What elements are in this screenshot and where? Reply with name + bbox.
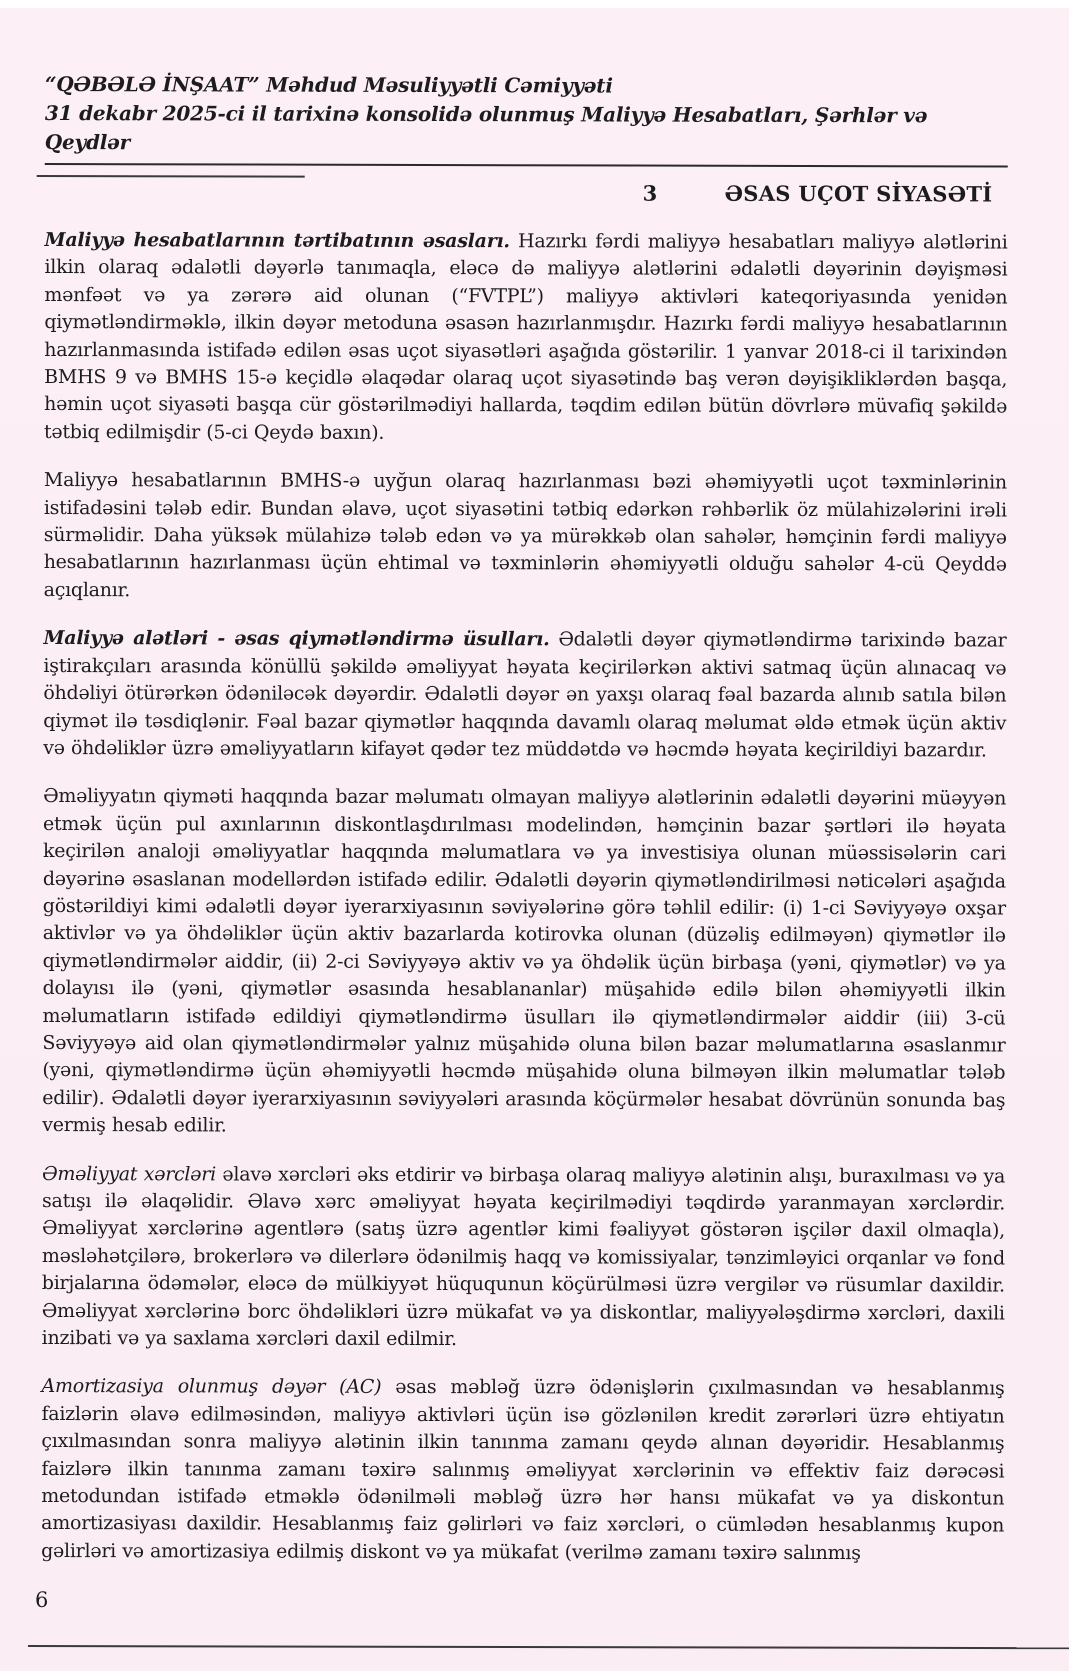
- paragraph-transaction-costs: [42, 1161, 1005, 1355]
- section-number: 3: [642, 180, 658, 206]
- paragraph-lead: Maliyyə alətləri - əsas qiymətləndirmə üsulları.: [43, 627, 550, 651]
- header-divider-short: [37, 175, 305, 178]
- paragraph-valuation-techniques: [43, 625, 1006, 765]
- document-body: [41, 227, 1008, 1568]
- paragraph-text: Əməliyyatın qiyməti haqqında bazar məlumatı olmayan maliyyə alətlərinin ədalətli dəyərini müəyyən etmək üçün pul axınlarının diskontlaşdırılması modelindən, həmçinin bazar şərtləri ilə həyata keçirilən analoji əməliyyatlar haqqında məlumatlara və ya investisiya olunan müəssisələrin cari dəyərinə əsaslanan modellərdən istifadə edilir. Ədalətli dəyərin qiymətləndirilməsi nəticələri aşağıda göstərildiyi kimi ədalətli dəyər iyerarxiyasının səviyələrinə görə təhlil edilir: (i) 1-ci Səviyyəyə oxşar aktivlər və ya öhdəliklər üçün aktiv bazarlarda kotirovka olunan (düzəliş edilməyən) qiymətlər ilə qiymətləndirmələr aiddir, (ii) 2-ci Səviyyəyə aktiv və ya öhdəlik üçün birbaşa (yəni, qiymətlər) və ya dolayısı ilə (yəni, qiymətlər əsasında hesablananlar) müşahidə edilə bilən əhəmiyyətli ilkin məlumatların istifadə edildiyi qiymətləndirmə üsulları ilə qiymətləndirmələr aiddir (iii) 3-cü Səviyyəyə aid olan qiymətləndirmələr yalnız müşahidə oluna bilən bazar məlumatlarına əsaslanmır (yəni, qiymətləndirmə üçün əhəmiyyətli həcmdə müşahidə oluna bilməyən ilkin məlumatlar tələb edilir). Ədalətli dəyər iyerarxiyasının səviyyələri arasında köçürmələr hesabat dövrünün sonunda baş vermiş hesab edilir.: [42, 785, 1007, 1137]
- page-number: 6: [35, 1588, 49, 1612]
- report-title: 31 dekabr 2025-ci il tarixinə konsolidə olunmuş Maliyyə Hesabatları, Şərhlər və Qeydlər: [44, 100, 928, 155]
- paragraph-lead: Əməliyyat xərcləri: [42, 1162, 216, 1186]
- section-title: ƏSAS UÇOT SİYASƏTİ: [724, 180, 993, 207]
- paragraph-text: əlavə xərcləri əks etdirir və birbaşa olaraq maliyyə alətinin alışı, buraxılması və ya satışı ilə əlaqəlidir. Əlavə xərc əməliyyat həyata keçirilmədiyi təqdirdə yaranmayan xərclərdir. Əməliyyat xərclərinə agentlərə (satış üzrə agentlər kimi fəaliyyət göstərən işçilər daxil olmaqla), məsləhətçilərə, brokerlərə və dilerlərə ödənilmiş haqq və komissiyalar, tənzimləyici orqanlar və fond birjalarına ödəmələr, eləcə də mülkiyyət hüququnun köçürülməsi üzrə vergilər və rüsumlar daxildir. Əməliyyat xərclərinə borc öhdəlikləri üzrə mükafat və ya diskontlar, maliyyələşdirmə xərcləri, daxili inzibati və ya saxlama xərcləri daxil edilmir.: [41, 1163, 1006, 1351]
- paragraph-lead: Maliyyə hesabatlarının tərtibatının əsasları.: [44, 228, 510, 253]
- paragraph-text: Ədalətli dəyər qiymətləndirmə tarixində bazar iştirakçıları arasında könüllü şəkildə əməliyyat həyata keçirilərkən aktivi satmaq üçün alınacaq və öhdəliyi ötürərkən ödəniləcək dəyərdir. Ədalətli dəyər ən yaxşı olaraq fəal bazarda alınıb satıla bilən qiymət ilə təsdiqlənir. Fəal bazar qiymətlər haqqında davamlı olaraq məlumat əldə etmək üçün aktiv və öhdəliklər üzrə əməliyyatların kifayət qədər tez müddətdə və həcmdə həyata keçirildiyi bazardır.: [43, 628, 1007, 762]
- paragraph-basis-of-preparation: [44, 227, 1008, 449]
- paragraph-amortised-cost: [41, 1373, 1004, 1567]
- page-content: [41, 70, 1008, 1568]
- paragraph-text: Maliyyə hesabatlarının BMHS-ə uyğun olaraq hazırlanması bəzi əhəmiyyətli uçot təxminlərinin istifadəsini tələb edir. Bundan əlavə, uçot siyasətini tətbiq edərkən rəhbərlik öz mülahizələrini irəli sürməlidir. Daha yüksək mülahizə tələb edən və ya mürəkkəb olan sahələr, həmçinin fərdi maliyyə hesabatlarının hazırlanması üçün ehtimal və təxminlərin əhəmiyyətli olduğu sahələr 4-cü Qeyddə açıqlanır.: [43, 469, 1007, 602]
- paragraph-fair-value-hierarchy: [42, 783, 1006, 1142]
- paragraph-text: əsas məbləğ üzrə ödənişlərin çıxılmasından və hesablanmış faizlərin əlavə edilməsindən, maliyyə aktivləri üçün isə gözlənilən kredit zərərləri üzrə ehtiyatın çıxılmasından sonra maliyyə alətinin ilkin tanınma zamanı qeydə alınan dəyəridir. Hesablanmış faizlərə ilkin tanınma zamanı təxirə salınmış əməliyyat xərclərinin və effektiv faiz dərəcəsi metodundan istifadə etməklə ödənilməli məbləğ üzrə hər hansı mükafat və ya diskontun amortizasiyası daxildir. Hesablanmış faiz gəlirləri və faiz xərcləri, o cümlədən hesablanmış kupon gəlirləri və amortizasiya edilmiş diskont və ya mükafat (verilmə zamanı təxirə salınmış: [41, 1376, 1005, 1565]
- paragraph-estimates-judgements: [44, 467, 1007, 607]
- document-header: [45, 70, 1008, 160]
- footer-divider: [28, 1645, 1069, 1649]
- paragraph-text: Hazırkı fərdi maliyyə hesabatları maliyyə alətlərini ilkin olaraq ədalətli dəyərlə tanımaqla, eləcə də maliyyə alətlərini ədalətli dəyərinin dəyişməsi mənfəət və ya zərərə aid olunan (“FVTPL”) maliyyə aktivləri kateqoriyasında yenidən qiymətləndirməklə, ilkin dəyər metoduna əsasən hazırlanmışdır. Hazırkı fərdi maliyyə hesabatlarının hazırlanmasında istifadə edilən əsas uçot siyasətləri aşağıda göstərilir. 1 yanvar 2018-ci il tarixindən BMHS 9 və BMHS 15-ə keçidlə əlaqədar olaraq uçot siyasətində baş verən dəyişikliklərdən başqa, həmin uçot siyasəti başqa cür göstərilmədiyi hallarda, təqdim edilən bütün dövrlərə müvafiq şəkildə tətbiq edilmişdir (5-ci Qeydə baxın).: [44, 230, 1008, 444]
- section-heading-row: [45, 169, 1008, 214]
- company-name: “QƏBƏLƏ İNŞAAT” Məhdud Məsuliyyətli Cəmiyyəti: [44, 71, 613, 98]
- scanned-page: [0, 8, 1069, 1671]
- header-divider: [45, 163, 1008, 168]
- paragraph-lead: Amortizasiya olunmuş dəyər (AC): [41, 1375, 382, 1399]
